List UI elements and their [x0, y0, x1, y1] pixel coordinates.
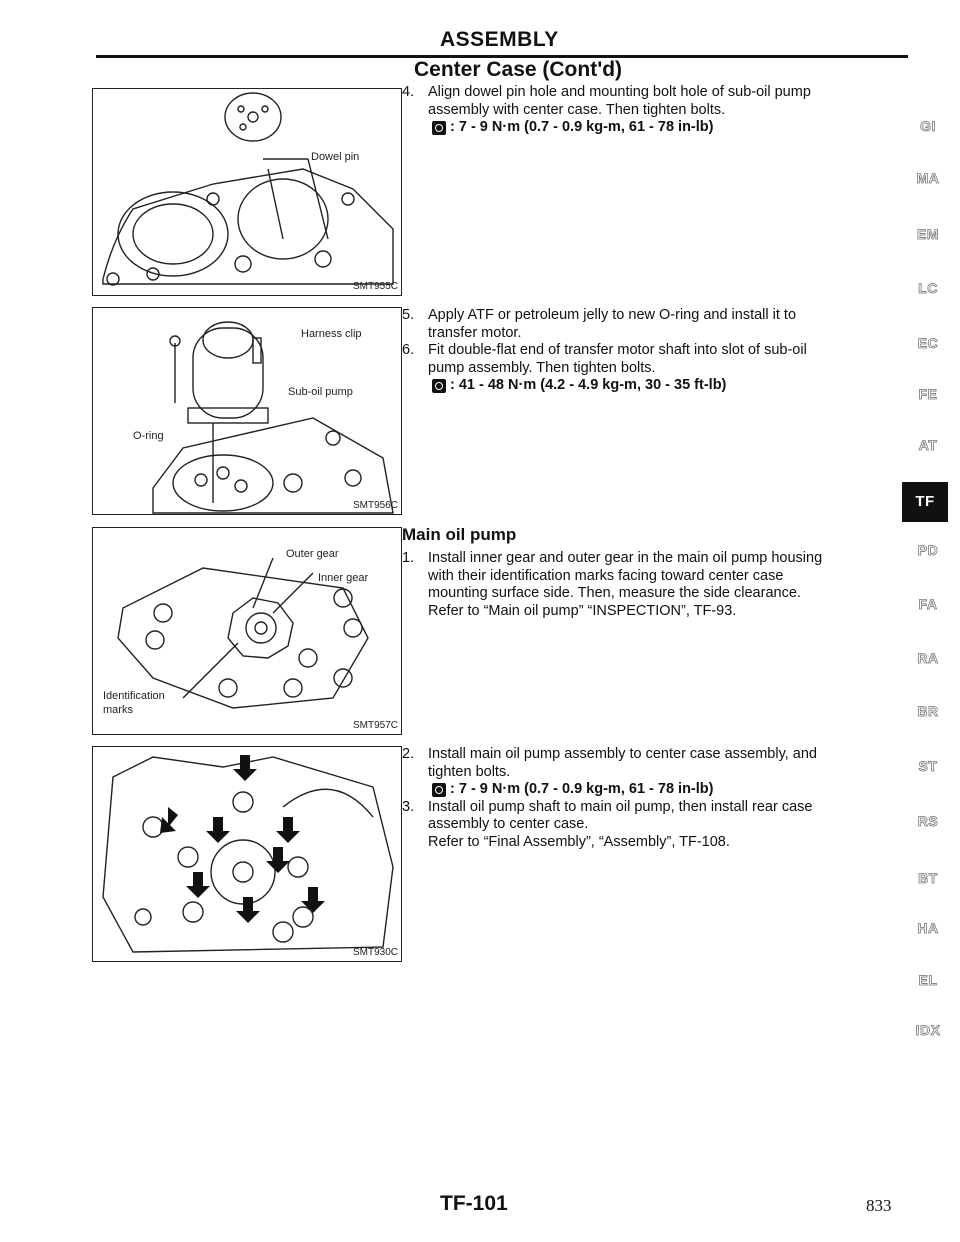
step-4 — [402, 84, 902, 137]
step-line: Install main oil pump assembly to center case assembly, and — [428, 746, 817, 762]
step-line: Install oil pump shaft to main oil pump, then install rear case — [428, 798, 813, 815]
section-title: Center Case (Cont'd) — [414, 58, 623, 81]
tab-ec[interactable]: EC — [917, 335, 939, 351]
page-header-title: ASSEMBLY — [440, 28, 559, 51]
tab-at[interactable]: AT — [918, 437, 938, 453]
tab-el[interactable]: EL — [918, 972, 938, 988]
figure-main-oil-pump-install — [92, 746, 402, 962]
label-sub-oil-pump: Sub-oil pump — [288, 386, 353, 398]
figure-gears-drawing — [93, 528, 401, 734]
label-inner-gear: Inner gear — [318, 572, 369, 584]
figure-transfer-motor — [92, 307, 402, 515]
step-line: Align dowel pin hole and mounting bolt hole of sub-oil pump — [428, 84, 811, 100]
main-oil-pump-heading: Main oil pump — [402, 525, 517, 544]
figure-code: SMT957C — [352, 720, 398, 731]
tab-pd[interactable]: PD — [917, 542, 939, 558]
page-number: 833 — [866, 1196, 892, 1215]
label-identification: Identification — [103, 690, 165, 702]
step-number: 1. — [402, 550, 415, 566]
step-line: Install inner gear and outer gear in the main oil pump housing — [428, 550, 823, 566]
step-number: 2. — [402, 746, 415, 762]
label-harness-clip: Harness clip — [301, 328, 362, 340]
tab-bt[interactable]: BT — [918, 870, 938, 886]
tab-st[interactable]: ST — [918, 758, 938, 774]
tab-fa[interactable]: FA — [918, 596, 938, 612]
tab-rs[interactable]: RS — [917, 813, 939, 829]
label-outer-gear: Outer gear — [286, 548, 339, 560]
tab-br[interactable]: BR — [917, 703, 939, 719]
steps-5-6 — [402, 307, 902, 395]
torque-spec: : 7 - 9 N·m (0.7 - 0.9 kg-m, 61 - 78 in-lb) — [432, 119, 902, 137]
main-oil-pump-step-1 — [402, 550, 902, 620]
tab-em[interactable]: EM — [917, 226, 939, 242]
step-number: 5. — [402, 307, 415, 323]
tab-lc[interactable]: LC — [918, 280, 938, 296]
step-line: pump assembly. Then tighten bolts. — [428, 359, 656, 376]
step-number: 6. — [402, 342, 415, 358]
step-line: transfer motor. — [428, 324, 522, 341]
step-line: Refer to “Final Assembly”, “Assembly”, TF-108. — [428, 833, 730, 850]
label-dowel-pin: Dowel pin — [311, 151, 360, 163]
step-line: assembly with center case. Then tighten bolts. — [428, 101, 726, 118]
figure-code: SMT955C — [352, 281, 398, 292]
figure-dowel-pin-drawing — [93, 89, 401, 295]
torque-wrench-icon — [432, 121, 446, 135]
main-oil-pump-steps-2-3 — [402, 746, 902, 851]
step-line: with their identification marks facing toward center case — [428, 567, 784, 584]
step-line: Fit double-flat end of transfer motor shaft into slot of sub-oil — [428, 342, 807, 358]
torque-wrench-icon — [432, 783, 446, 797]
tab-tf[interactable]: TF — [902, 482, 948, 522]
tab-ma[interactable]: MA — [916, 170, 940, 186]
tab-idx[interactable]: IDX — [915, 1022, 941, 1038]
torque-wrench-icon — [432, 379, 446, 393]
step-line: mounting surface side. Then, measure the side clearance. — [428, 585, 801, 601]
torque-spec: : 7 - 9 N·m (0.7 - 0.9 kg-m, 61 - 78 in-lb) — [432, 781, 902, 799]
step-number: 4. — [402, 84, 415, 100]
page-code: TF-101 — [440, 1192, 508, 1215]
figure-dowel-pin — [92, 88, 402, 296]
label-o-ring: O-ring — [133, 430, 164, 442]
torque-spec: : 41 - 48 N·m (4.2 - 4.9 kg-m, 30 - 35 ft-lb) — [432, 377, 902, 395]
tab-ha[interactable]: HA — [917, 920, 939, 936]
figure-main-oil-pump-gears — [92, 527, 402, 735]
figure-install-drawing — [93, 747, 401, 961]
figure-code: SMT930C — [352, 947, 398, 958]
step-line: Refer to “Main oil pump” “INSPECTION”, TF-93. — [428, 602, 737, 619]
figure-code: SMT956C — [352, 500, 398, 511]
step-number: 3. — [402, 798, 415, 815]
label-marks: marks — [103, 704, 133, 716]
step-line: tighten bolts. — [428, 763, 511, 780]
step-line: Apply ATF or petroleum jelly to new O-ring and install it to — [428, 307, 797, 323]
tab-fe[interactable]: FE — [918, 386, 938, 402]
step-line: assembly to center case. — [428, 816, 589, 832]
tab-gi[interactable]: GI — [920, 118, 936, 134]
tab-ra[interactable]: RA — [917, 650, 939, 666]
